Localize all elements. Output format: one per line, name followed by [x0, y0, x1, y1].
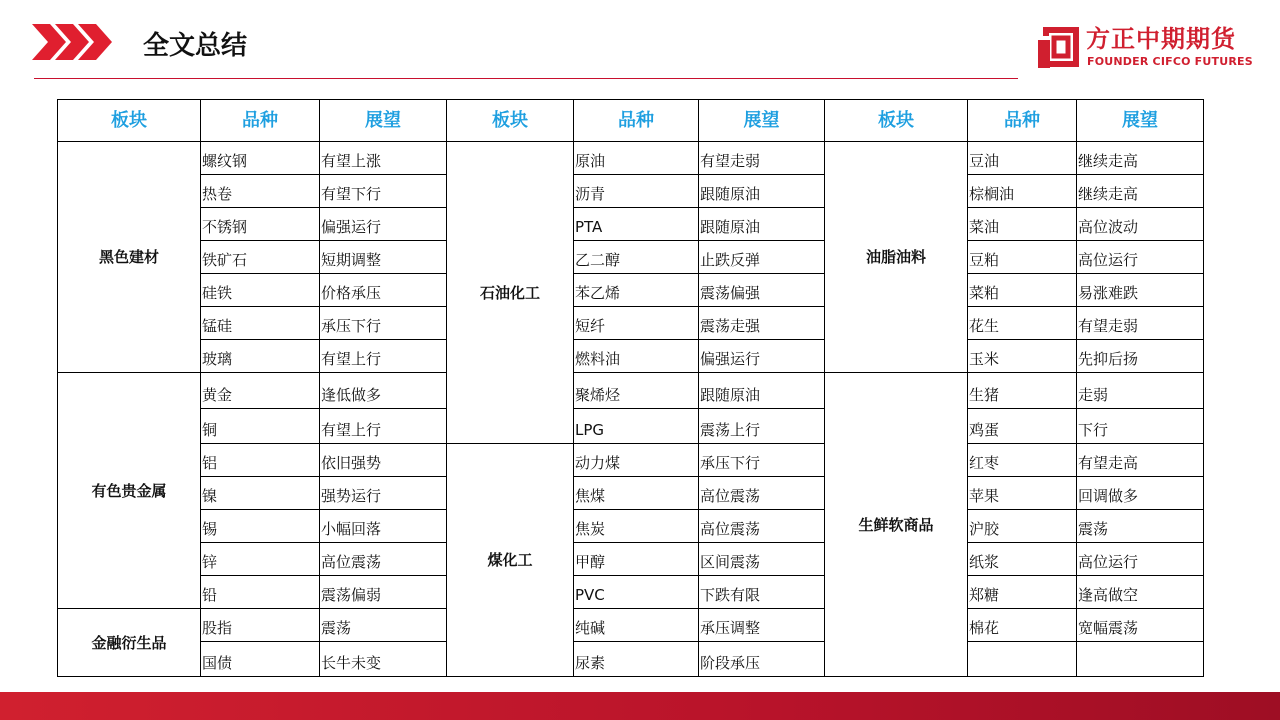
variety-cell: 铅 [201, 576, 320, 609]
outlook-cell: 震荡走强 [699, 307, 825, 340]
variety-cell: 沪胶 [968, 510, 1077, 543]
variety-cell: 尿素 [574, 642, 699, 677]
table-row [58, 609, 1204, 642]
header-variety: 品种 [201, 100, 320, 142]
header-variety: 品种 [968, 100, 1077, 142]
variety-cell: 沥青 [574, 175, 699, 208]
outlook-cell: 有望走弱 [699, 142, 825, 175]
table-row [58, 241, 1204, 274]
variety-cell: 不锈钢 [201, 208, 320, 241]
variety-cell: 生猪 [968, 373, 1077, 409]
outlook-cell: 高位运行 [1077, 241, 1204, 274]
outlook-cell: 高位波动 [1077, 208, 1204, 241]
empty-cell [1077, 642, 1204, 677]
sector-cell: 黑色建材 [58, 142, 201, 373]
variety-cell: 热卷 [201, 175, 320, 208]
outlook-cell: 逢低做多 [320, 373, 447, 409]
variety-cell: PVC [574, 576, 699, 609]
sector-cell: 油脂油料 [825, 142, 968, 373]
variety-cell: 聚烯烃 [574, 373, 699, 409]
outlook-cell: 价格承压 [320, 274, 447, 307]
variety-cell: 玉米 [968, 340, 1077, 373]
chevron-arrows-icon [32, 24, 112, 60]
outlook-cell: 震荡 [1077, 510, 1204, 543]
logo-name-cn: 方正中期期货 [1086, 25, 1236, 53]
outlook-cell: 易涨难跌 [1077, 274, 1204, 307]
variety-cell: 郑糖 [968, 576, 1077, 609]
outlook-cell: 逢高做空 [1077, 576, 1204, 609]
table-header-row [58, 100, 1204, 142]
outlook-cell: 下行 [1077, 409, 1204, 444]
outlook-cell: 跟随原油 [699, 208, 825, 241]
outlook-cell: 下跌有限 [699, 576, 825, 609]
table-row [58, 642, 1204, 677]
variety-cell: 棉花 [968, 609, 1077, 642]
outlook-cell: 跟随原油 [699, 175, 825, 208]
page-title: 全文总结 [143, 31, 248, 61]
outlook-cell: 继续走高 [1077, 175, 1204, 208]
table-row [58, 175, 1204, 208]
outlook-cell: 有望走高 [1077, 444, 1204, 477]
founder-logo-icon [1038, 26, 1080, 68]
header-outlook: 展望 [320, 100, 447, 142]
variety-cell: 棕榈油 [968, 175, 1077, 208]
variety-cell: 菜粕 [968, 274, 1077, 307]
variety-cell: 焦炭 [574, 510, 699, 543]
variety-cell: 豆油 [968, 142, 1077, 175]
variety-cell: 动力煤 [574, 444, 699, 477]
variety-cell: 股指 [201, 609, 320, 642]
table-row [58, 444, 1204, 477]
variety-cell: 甲醇 [574, 543, 699, 576]
outlook-cell: 有望走弱 [1077, 307, 1204, 340]
outlook-cell: 高位震荡 [320, 543, 447, 576]
table-row [58, 307, 1204, 340]
variety-cell: 铝 [201, 444, 320, 477]
summary-table [57, 99, 1204, 677]
variety-cell: 螺纹钢 [201, 142, 320, 175]
outlook-cell: 震荡 [320, 609, 447, 642]
header-outlook: 展望 [1077, 100, 1204, 142]
variety-cell: 纸浆 [968, 543, 1077, 576]
company-logo [1038, 24, 1253, 70]
outlook-cell: 有望上行 [320, 409, 447, 444]
variety-cell: 燃料油 [574, 340, 699, 373]
variety-cell: 豆粕 [968, 241, 1077, 274]
variety-cell: 菜油 [968, 208, 1077, 241]
outlook-cell: 震荡偏强 [699, 274, 825, 307]
table-row [58, 543, 1204, 576]
outlook-cell: 有望下行 [320, 175, 447, 208]
table-row [58, 340, 1204, 373]
variety-cell: 镍 [201, 477, 320, 510]
variety-cell: 锡 [201, 510, 320, 543]
variety-cell: 硅铁 [201, 274, 320, 307]
outlook-cell: 承压下行 [699, 444, 825, 477]
table-row [58, 409, 1204, 444]
table-row [58, 477, 1204, 510]
variety-cell: 苹果 [968, 477, 1077, 510]
logo-name-en: FOUNDER CIFCO FUTURES [1087, 55, 1253, 68]
outlook-cell: 偏强运行 [320, 208, 447, 241]
variety-cell: 玻璃 [201, 340, 320, 373]
outlook-cell: 止跌反弹 [699, 241, 825, 274]
outlook-cell: 高位震荡 [699, 510, 825, 543]
table-row [58, 576, 1204, 609]
variety-cell: 原油 [574, 142, 699, 175]
outlook-cell: 回调做多 [1077, 477, 1204, 510]
sector-cell: 煤化工 [447, 444, 574, 677]
outlook-cell: 跟随原油 [699, 373, 825, 409]
variety-cell: 锌 [201, 543, 320, 576]
outlook-cell: 短期调整 [320, 241, 447, 274]
variety-cell: 苯乙烯 [574, 274, 699, 307]
outlook-cell: 走弱 [1077, 373, 1204, 409]
outlook-cell: 高位运行 [1077, 543, 1204, 576]
outlook-cell: 有望上涨 [320, 142, 447, 175]
outlook-cell: 长牛未变 [320, 642, 447, 677]
outlook-cell: 承压下行 [320, 307, 447, 340]
outlook-cell: 阶段承压 [699, 642, 825, 677]
variety-cell: 短纤 [574, 307, 699, 340]
header-variety: 品种 [574, 100, 699, 142]
variety-cell: 纯碱 [574, 609, 699, 642]
header-sector: 板块 [825, 100, 968, 142]
variety-cell: PTA [574, 208, 699, 241]
table-row [58, 373, 1204, 409]
sector-cell: 有色贵金属 [58, 373, 201, 609]
variety-cell: 花生 [968, 307, 1077, 340]
outlook-cell: 宽幅震荡 [1077, 609, 1204, 642]
variety-cell: 铁矿石 [201, 241, 320, 274]
header-sector: 板块 [58, 100, 201, 142]
outlook-cell: 高位震荡 [699, 477, 825, 510]
outlook-cell: 偏强运行 [699, 340, 825, 373]
variety-cell: 黄金 [201, 373, 320, 409]
outlook-cell: 承压调整 [699, 609, 825, 642]
table-row [58, 142, 1204, 175]
outlook-cell: 强势运行 [320, 477, 447, 510]
header-outlook: 展望 [699, 100, 825, 142]
variety-cell: 乙二醇 [574, 241, 699, 274]
table-row [58, 510, 1204, 543]
variety-cell: 铜 [201, 409, 320, 444]
variety-cell: 国债 [201, 642, 320, 677]
outlook-cell: 小幅回落 [320, 510, 447, 543]
outlook-cell: 有望上行 [320, 340, 447, 373]
outlook-cell: 继续走高 [1077, 142, 1204, 175]
variety-cell: 锰硅 [201, 307, 320, 340]
sector-cell: 石油化工 [447, 142, 574, 444]
variety-cell: 鸡蛋 [968, 409, 1077, 444]
header-divider [34, 78, 1018, 79]
variety-cell: 红枣 [968, 444, 1077, 477]
outlook-cell: 震荡偏弱 [320, 576, 447, 609]
table-row [58, 274, 1204, 307]
table-row [58, 208, 1204, 241]
header-sector: 板块 [447, 100, 574, 142]
variety-cell: LPG [574, 409, 699, 444]
footer-bar [0, 692, 1280, 720]
sector-cell: 生鲜软商品 [825, 373, 968, 677]
outlook-cell: 依旧强势 [320, 444, 447, 477]
outlook-cell: 区间震荡 [699, 543, 825, 576]
outlook-cell: 震荡上行 [699, 409, 825, 444]
sector-cell: 金融衍生品 [58, 609, 201, 677]
outlook-cell: 先抑后扬 [1077, 340, 1204, 373]
empty-cell [968, 642, 1077, 677]
variety-cell: 焦煤 [574, 477, 699, 510]
